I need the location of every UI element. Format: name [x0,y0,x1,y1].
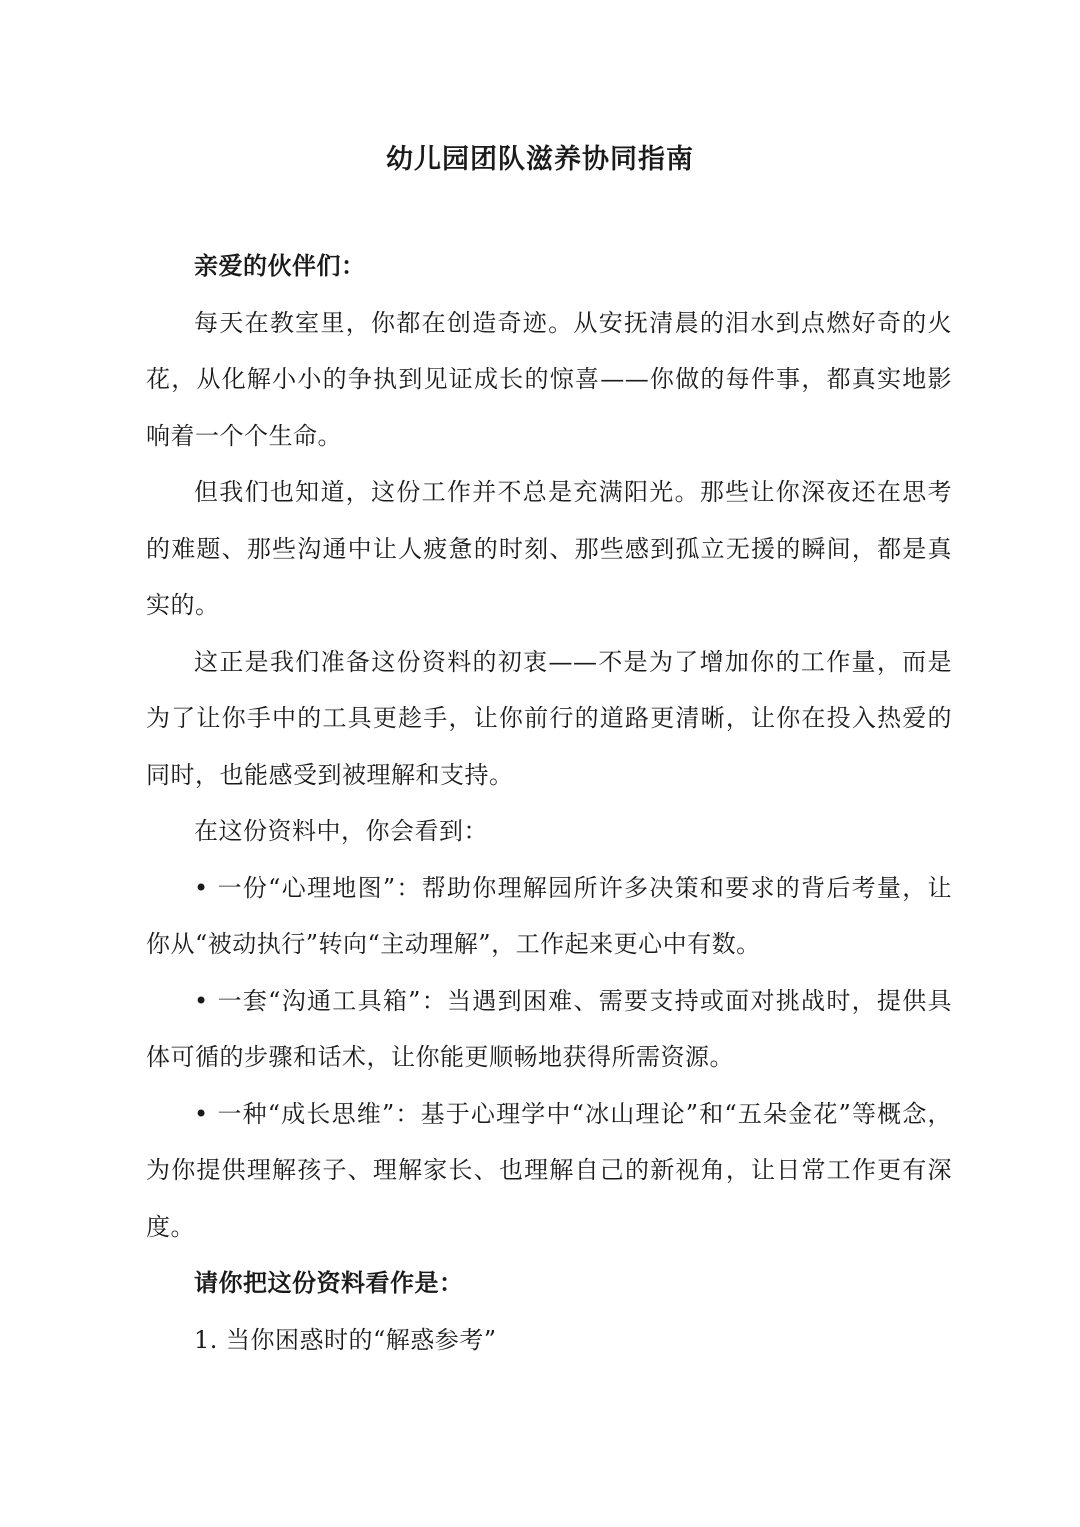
bullet-item-2: • 一套“沟通工具箱”：当遇到困难、需要支持或面对挑战时，提供具体可循的步骤和话术，让你能更顺畅地获得所需资源。 [146,986,952,1071]
document-title: 幼儿园团队滋养协同指南 [386,144,694,175]
closing-heading: 请你把这份资料看作是： [194,1268,464,1297]
bullet-item-3: • 一种“成长思维”：基于心理学中“冰山理论”和“五朵金花”等概念，为你提供理解孩子、理解家长、也理解自己的新视角，让日常工作更有深度。 [146,1099,952,1241]
paragraph-1: 每天在教室里，你都在创造奇迹。从安抚清晨的泪水到点燃好奇的火花，从化解小小的争执到见证成长的惊喜——你做的每件事，都真实地影响着一个个生命。 [146,308,952,450]
document-body [146,238,952,1368]
numbered-item-1: 1. 当你困惑时的“解惑参考” [194,1325,497,1354]
paragraph-3: 这正是我们准备这份资料的初衷——不是为了增加你的工作量，而是为了让你手中的工具更趁手，让你前行的道路更清晰，让你在投入热爱的同时，也能感受到被理解和支持。 [146,647,952,789]
paragraph-4: 在这份资料中，你会看到： [194,817,488,845]
paragraph-2: 但我们也知道，这份工作并不总是充满阳光。那些让你深夜还在思考的难题、那些沟通中让人疲惫的时刻、那些感到孤立无援的瞬间，都是真实的。 [146,478,952,619]
greeting: 亲爱的伙伴们： [194,251,366,280]
bullet-item-1: • 一份“心理地图”：帮助你理解园所许多决策和要求的背后考量，让你从“被动执行”转向“主动理解”，工作起来更心中有数。 [146,873,952,958]
